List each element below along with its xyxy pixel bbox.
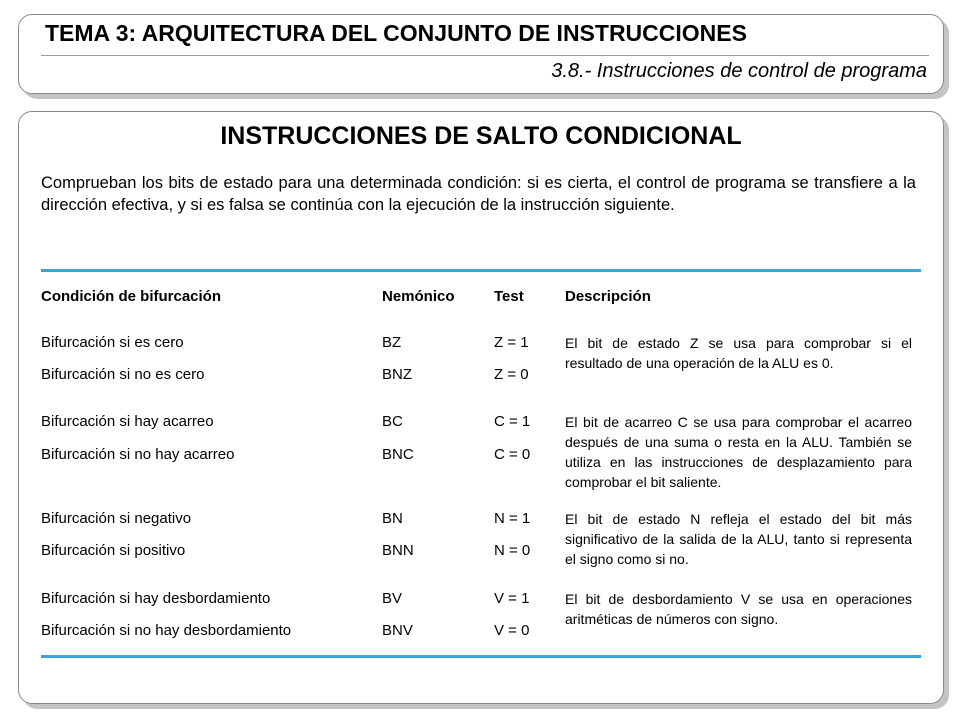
row-condition: Bifurcación si no es cero: [41, 366, 205, 383]
row-test: C = 0: [494, 446, 531, 463]
table-bottom-rule: [41, 655, 921, 658]
row-mnemonic: BC: [382, 413, 403, 430]
row-condition: Bifurcación si hay acarreo: [41, 413, 214, 430]
row-mnemonic: BNZ: [382, 366, 412, 383]
row-test: N = 0: [494, 542, 531, 559]
row-condition: Bifurcación si no hay desbordamiento: [41, 622, 292, 639]
row-test: N = 1: [494, 510, 531, 527]
row-mnemonic: BZ: [382, 334, 402, 351]
table-top-rule: [41, 269, 921, 272]
row-condition: Bifurcación si positivo: [41, 542, 186, 559]
row-condition: Bifurcación si es cero: [41, 334, 184, 351]
description-n-flag: El bit de estado N refleja el estado del bit más significativo de la salida de la ALU, tanto si representa el signo como si no.: [565, 511, 912, 567]
intro-paragraph: Comprueban los bits de estado para una determinada condición: si es cierta, el control de programa se transfiere a la dirección efectiva, y si es falsa se continúa con la ejecución de la instrucción siguiente.: [41, 174, 916, 214]
header-panel: [18, 14, 944, 94]
slide-subtitle: 3.8.- Instrucciones de control de programa: [551, 60, 927, 82]
description-c-flag: El bit de acarreo C se usa para comprobar el acarreo después de una suma o resta en la ALU. También se utiliza en las instrucciones de desplazamiento para comprobar el bit saliente.: [565, 414, 912, 490]
row-test: Z = 1: [494, 334, 529, 351]
row-mnemonic: BNV: [382, 622, 413, 639]
row-test: V = 0: [494, 622, 530, 639]
row-test: Z = 0: [494, 366, 529, 383]
row-condition: Bifurcación si negativo: [41, 510, 192, 527]
description-z-flag: El bit de estado Z se usa para comprobar si el resultado de una operación de la ALU es 0.: [565, 335, 912, 371]
description-v-flag: El bit de desbordamiento V se usa en operaciones aritméticas de números con signo.: [565, 591, 912, 627]
row-mnemonic: BNC: [382, 446, 414, 463]
header-divider: [41, 55, 929, 56]
row-test: V = 1: [494, 590, 530, 607]
header-test: Test: [494, 288, 524, 305]
content-panel: [18, 111, 944, 704]
row-mnemonic: BNN: [382, 542, 414, 559]
row-mnemonic: BN: [382, 510, 403, 527]
row-test: C = 1: [494, 413, 531, 430]
row-condition: Bifurcación si no hay acarreo: [41, 446, 235, 463]
header-condition: Condición de bifurcación: [41, 288, 222, 305]
section-title: INSTRUCCIONES DE SALTO CONDICIONAL: [220, 122, 742, 150]
slide-title: TEMA 3: ARQUITECTURA DEL CONJUNTO DE INSTRUCCIONES: [45, 20, 747, 46]
header-description: Descripción: [565, 288, 651, 305]
row-mnemonic: BV: [382, 590, 403, 607]
header-mnemonic: Nemónico: [382, 288, 455, 305]
row-condition: Bifurcación si hay desbordamiento: [41, 590, 271, 607]
